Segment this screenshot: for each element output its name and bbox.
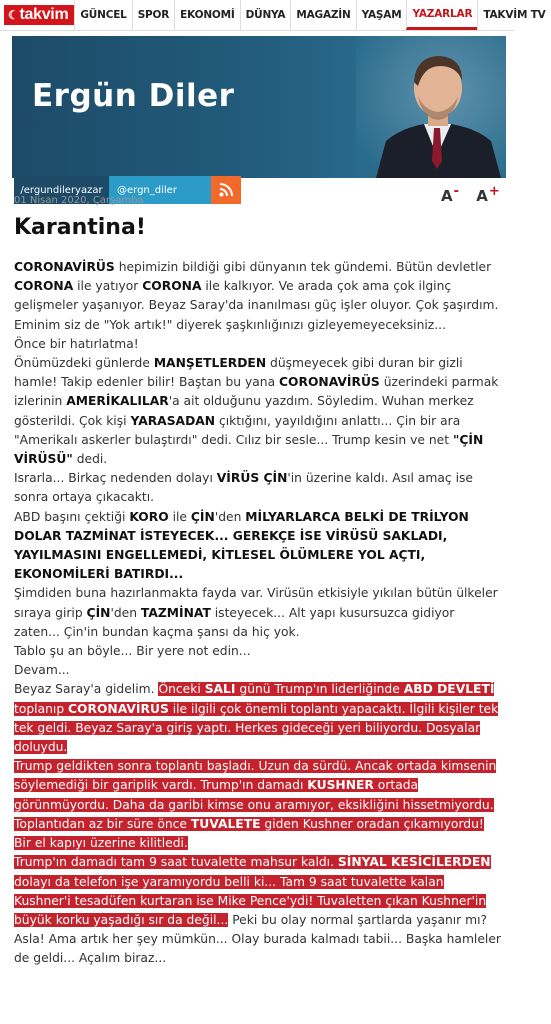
text-run: isteyecek... Alt yapı kusursuzca gidiyor zaten... Çin'in bundan kaçma şansı da hiç yok. [14, 605, 455, 639]
font-increase-label: A [476, 187, 488, 205]
nav-item-0[interactable]: GÜNCEL [74, 0, 131, 30]
article-title: Karantina! [14, 215, 146, 240]
text-run: Tablo şu an böyle... Bir yere not edin... [14, 644, 251, 659]
article-paragraph [14, 584, 504, 642]
article-paragraph [14, 853, 504, 968]
article-body [14, 258, 504, 969]
text-run: Trump geldikten sonra toplantı başladı. Uzun da sürdü. Ancak ortada kimsenin söylemediği bir gariplik vardı. Trump'ın damadı [14, 759, 497, 793]
text-run: 'den [110, 605, 141, 620]
bold-run: "ÇİN VİRÜSÜ" [14, 432, 484, 467]
text-run: günü Trump'ın liderliğinde [235, 682, 404, 697]
article-paragraph [14, 508, 504, 585]
text-run: 'in üzerine kaldı. Asıl amaç ise sonra ortaya çıkacaktı. [14, 471, 473, 505]
logo-box [4, 5, 74, 25]
text-run: düşmeyecek gibi duran bir gizli hamle! Takip edenler bilir! Baştan bu yana [14, 356, 463, 390]
nav-item-7[interactable]: TAKVİM TV [477, 0, 550, 30]
text-run: hepimizin bildiği gibi dünyanın tek gündemi. Bütün devletler [114, 260, 492, 274]
nav-item-2[interactable]: EKONOMİ [174, 0, 239, 30]
logo-text: takvim [19, 6, 69, 23]
bold-run: ÇİN [86, 605, 111, 620]
article-paragraph [14, 354, 504, 469]
top-nav [0, 0, 546, 31]
article-paragraph [14, 258, 504, 335]
text-run: Peki bu olay normal şartlarda yaşanır mı? Asla! Ama artık her şey mümkün... Olay burada kalmadı tabii... Başka hamleler de geldi... Açalım biraz... [14, 912, 501, 966]
bold-run: VİRÜS ÇİN [216, 471, 288, 486]
text-run: Israrla... Birkaç nedenden dolayı [14, 471, 217, 486]
nav-item-1[interactable]: SPOR [132, 0, 174, 30]
text-run: Devam... [14, 663, 70, 678]
text-run: ile ilgili çok önemli toplantı yapacaktı. İlgili kişiler tek tek geldi. Beyaz Saray'a giriş yaptı. Herkes gideceği yeri biliyordu. Dosyalar doluydu. [14, 701, 499, 755]
author-portrait [356, 36, 506, 178]
text-run: ile [168, 509, 191, 524]
nav-item-4[interactable]: MAGAZİN [290, 0, 355, 30]
text-run: Şimdiden buna hazırlanmakta fayda var. Virüsün etkisiyle yıkılan bütün ülkeler sıraya girip [14, 586, 498, 620]
nav-item-6[interactable]: YAZARLAR [406, 0, 477, 30]
font-decrease-button[interactable] [432, 185, 468, 207]
text-run: Trump'ın damadı tam 9 saat tuvalette mahsur kaldı. [14, 855, 338, 870]
text-run: ile kalkıyor. Ve arada çok ama çok ilginç gelişmeler yaşanıyor. Beyaz Saray'da inanılması güç işler oluyor. Çok şaşırdım. Eminim siz de "Yok artık!" diyerek şaşkınlığınızı gizleyemeyeceksiniz... [14, 279, 499, 332]
text-run: dedi. [72, 452, 108, 467]
twitter-link[interactable]: @ergn_diler [109, 176, 211, 204]
highlighted-text [14, 759, 496, 850]
article-paragraph [14, 661, 504, 680]
bold-run: AMERİKALILAR [66, 394, 169, 409]
bold-run: SALI [204, 682, 236, 697]
article-date: 01 Nisan 2020, Çarşamba [14, 195, 144, 206]
bold-run: YARASADAN [130, 413, 216, 428]
nav-item-3[interactable]: DÜNYA [240, 0, 291, 30]
text-run: ABD başını çektiği [14, 509, 130, 524]
bold-run: CORONAVİRÜS [14, 260, 115, 274]
bold-run: CORONAVİRÜS [279, 375, 380, 390]
text-run: Önceki [158, 682, 205, 697]
nav-items [74, 0, 550, 30]
nav-item-5[interactable]: YAŞAM [356, 0, 407, 30]
text-run: toplanıp [14, 701, 69, 716]
bold-run: MİLYARLARCA BELKİ DE TRİLYON DOLAR TAZMİNAT İSTEYECEK... GEREKÇE İSE VİRÜSÜ SAKLADI, YAYILMASINI ENGELLEMEDİ, KİTLESEL ÖLÜMLERE YOL AÇTI, EKONOMİLERİ BATIRDI... [14, 509, 469, 582]
text-run: ortada görünmüyordu. Daha da garibi kimse onu aramıyor, eksikliğini hissetmiyordu. Toplantıdan az bir süre önce [14, 778, 494, 831]
plus-icon: + [488, 183, 500, 199]
bold-run: SİNYAL KESİCİLERDEN [337, 855, 491, 870]
author-banner [12, 36, 506, 178]
text-run: Beyaz Saray'a gidelim. [14, 682, 159, 697]
text-run: 'den [214, 509, 246, 524]
text-run: çıktığını, yayıldığını anlattı... Çin bir ara "Amerikalı askerler bulaştırdı" dedi. Cılız bir sesle... Trump kesin ve net [14, 413, 461, 447]
bold-run: TAZMİNAT [140, 605, 211, 620]
text-run: 'a ait olduğunu yazdım. Söyledim. Wuhan merkez gösterildi. Çok kişi [14, 394, 474, 428]
article-paragraph [14, 680, 504, 757]
author-name: Ergün Diler [32, 78, 235, 114]
article-paragraph [14, 642, 504, 661]
bold-run: ÇİN [190, 509, 215, 524]
text-run: Önümüzdeki günlerde [14, 356, 154, 371]
crescent-icon: ☾ [8, 8, 19, 22]
bold-run: CORONA [14, 279, 74, 294]
bold-run: KORO [129, 509, 169, 524]
website-link[interactable]: /ergundileryazar [14, 176, 109, 204]
text-run: dolayı da telefon işe yaramıyordu belli ki... Tam 9 saat tuvalette kalan Kushner'i tesadüfen kurtaran ise Mike Pence'ydi! Tuvaletten çıkan Kushner'in büyük korku yaşadığı sır da değil... [14, 874, 487, 927]
bold-run: TUVALETE [190, 816, 261, 831]
font-decrease-label: A [440, 187, 453, 205]
article-paragraph [14, 335, 504, 354]
site-logo[interactable] [0, 0, 74, 30]
text-run: ile yatıyor [73, 279, 143, 294]
bold-run: ABD DEVLETİ [403, 682, 495, 697]
text-run: üzerindeki parmak izlerinin [14, 375, 499, 409]
text-run: giden Kushner oradan çıkamıyordu! Bir el kapıyı üzerine kilitledi. [14, 816, 484, 851]
bold-run: CORONAVİRÜS [68, 701, 169, 716]
bold-run: MANŞETLERDEN [153, 356, 267, 371]
bold-run: KUSHNER [307, 778, 374, 793]
article-paragraph [14, 469, 504, 507]
font-increase-button[interactable] [470, 185, 506, 207]
text-run: Önce bir hatırlatma! [14, 336, 139, 351]
article-paragraph [14, 757, 504, 853]
bold-run: CORONA [142, 279, 202, 294]
minus-icon: - [453, 183, 459, 199]
